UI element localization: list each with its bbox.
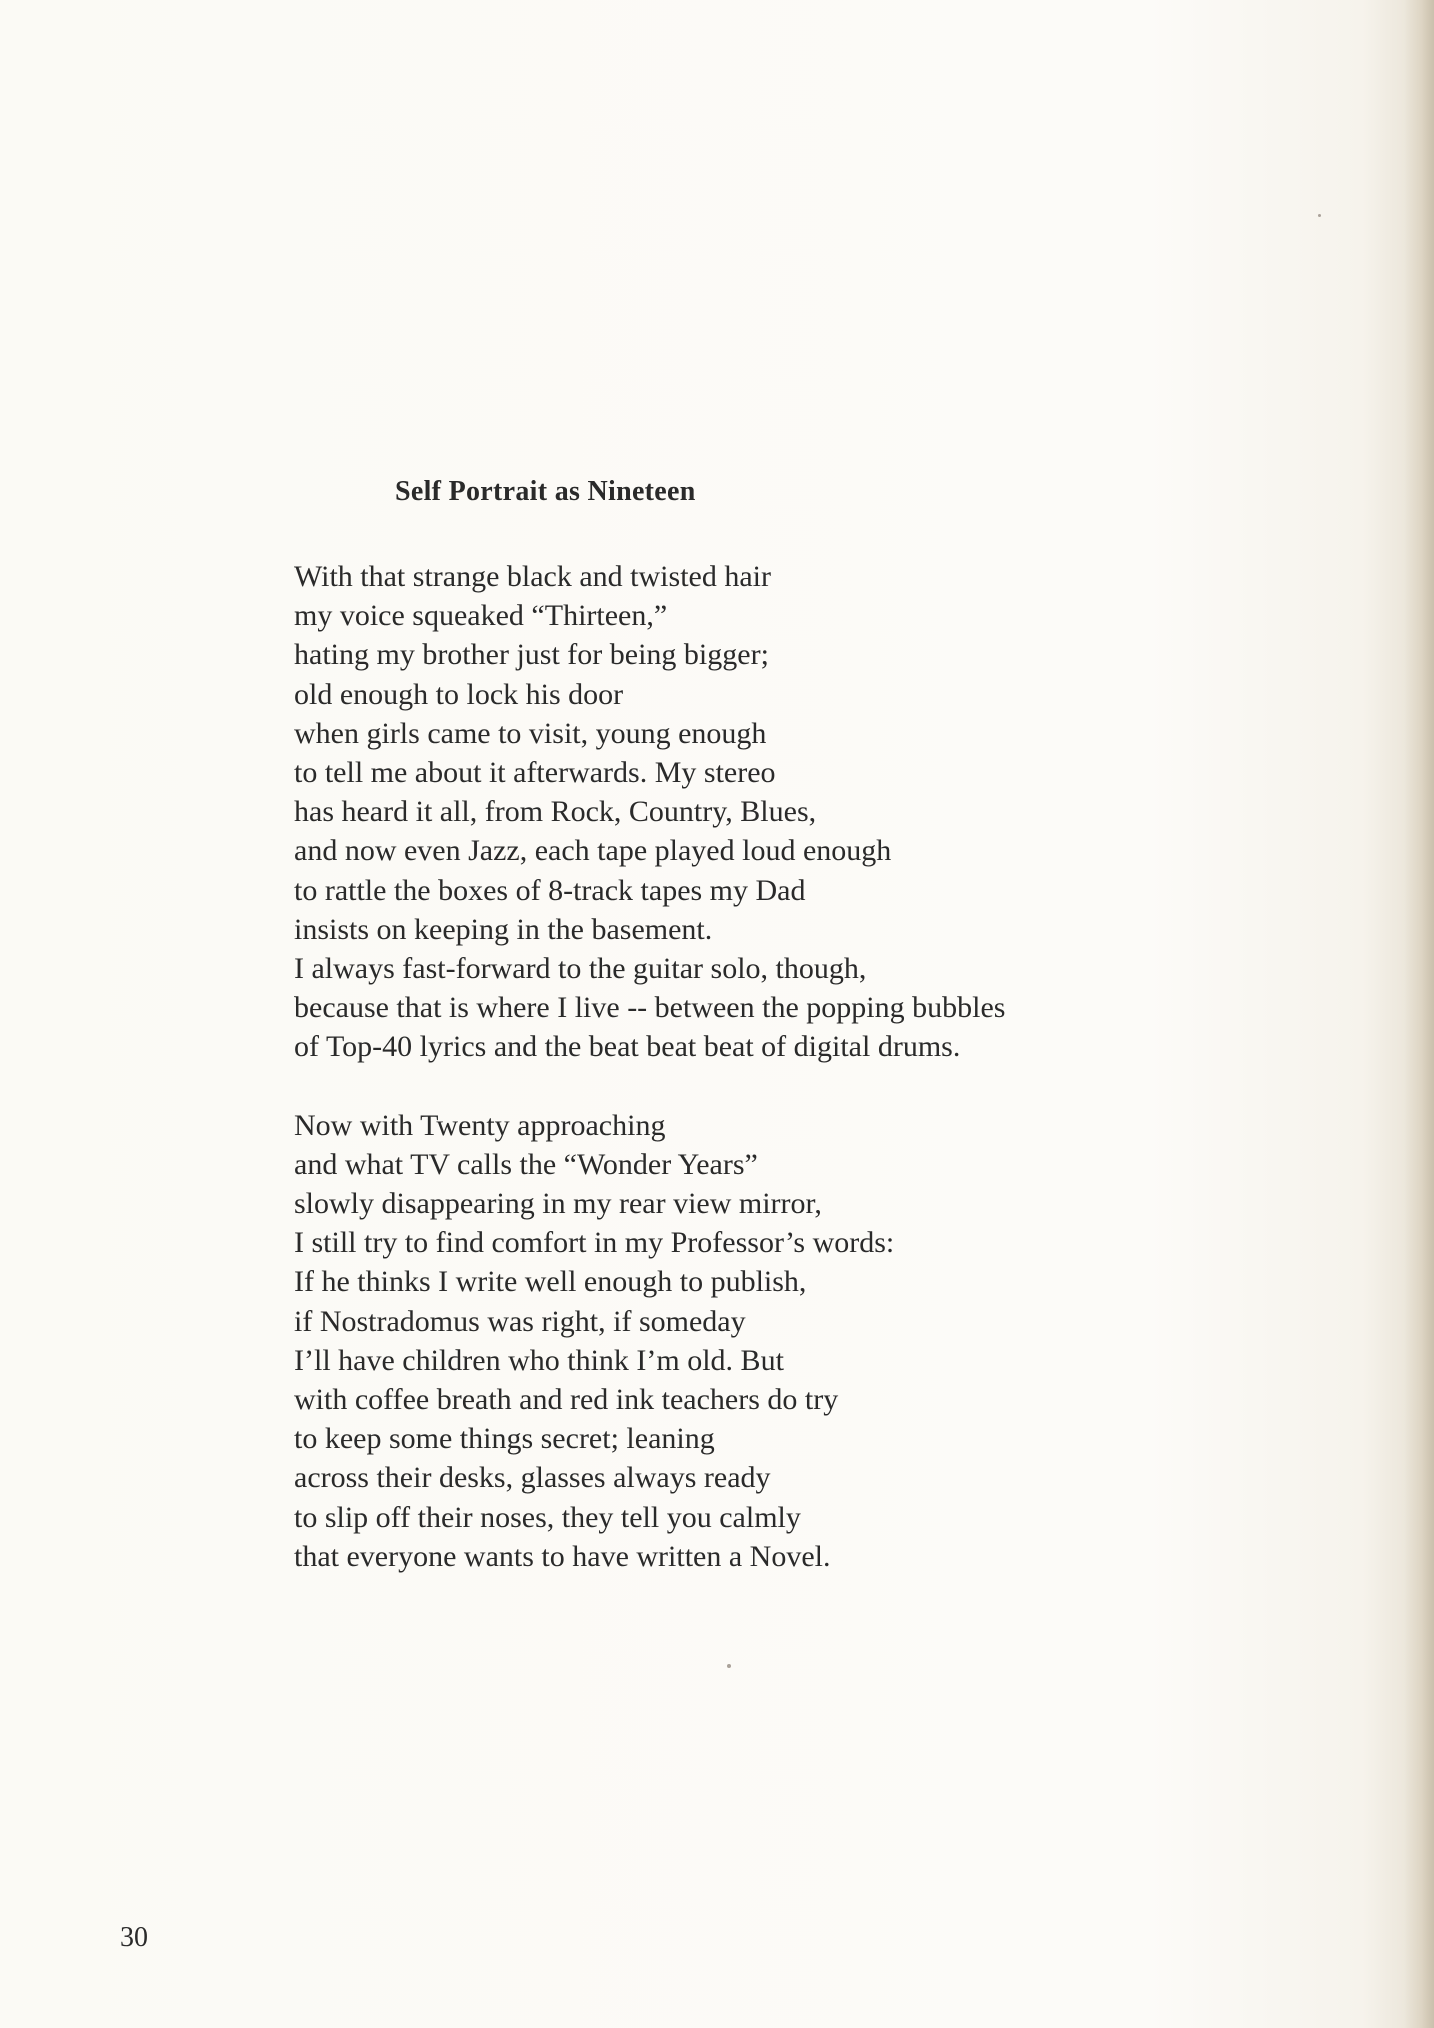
poem-line: I’ll have children who think I’m old. But: [294, 1343, 784, 1377]
poem-line: my voice squeaked “Thirteen,”: [294, 599, 668, 633]
poem-line: with coffee breath and red ink teachers do try: [294, 1383, 839, 1417]
poem-line: old enough to lock his door: [294, 677, 624, 711]
poem-line: and now even Jazz, each tape played loud enough: [294, 834, 892, 868]
poem-line: when girls came to visit, young enough: [294, 716, 767, 750]
poem-line: because that is where I live -- between the popping bubbles: [294, 991, 1006, 1025]
page-number: 30: [120, 1922, 148, 1953]
poem-line: If he thinks I write well enough to publish,: [294, 1265, 807, 1299]
poem-line: across their desks, glasses always ready: [294, 1461, 771, 1495]
poem-line: Now with Twenty approaching: [294, 1108, 666, 1142]
poem-line: slowly disappearing in my rear view mirror,: [294, 1187, 822, 1221]
paper-speck: [727, 1664, 731, 1668]
stanza-2: [294, 1106, 1294, 1576]
poem-line: to slip off their noses, they tell you calmly: [294, 1500, 801, 1534]
poem-line: insists on keeping in the basement.: [294, 912, 713, 946]
page-binding-shadow: [1404, 0, 1434, 2028]
poem-line: to keep some things secret; leaning: [294, 1422, 715, 1456]
poem-title: Self Portrait as Nineteen: [395, 476, 696, 507]
poem-line: has heard it all, from Rock, Country, Blues,: [294, 795, 817, 829]
poem-body: [294, 557, 1294, 1615]
poem-line: to rattle the boxes of 8-track tapes my Dad: [294, 873, 806, 907]
poem-line: I always fast-forward to the guitar solo, though,: [294, 952, 867, 986]
poem-line: I still try to find comfort in my Professor’s words:: [294, 1226, 895, 1260]
poem-line: to tell me about it afterwards. My stereo: [294, 756, 776, 790]
poem-line: of Top-40 lyrics and the beat beat beat of digital drums.: [294, 1030, 961, 1064]
poem-line: if Nostradomus was right, if someday: [294, 1304, 746, 1338]
stanza-1: [294, 557, 1294, 1067]
poem-line: hating my brother just for being bigger;: [294, 638, 769, 672]
poem-line: that everyone wants to have written a Novel.: [294, 1539, 831, 1573]
paper-speck: [1318, 214, 1321, 217]
poem-line: With that strange black and twisted hair: [294, 560, 771, 593]
poem-line: and what TV calls the “Wonder Years”: [294, 1147, 758, 1181]
